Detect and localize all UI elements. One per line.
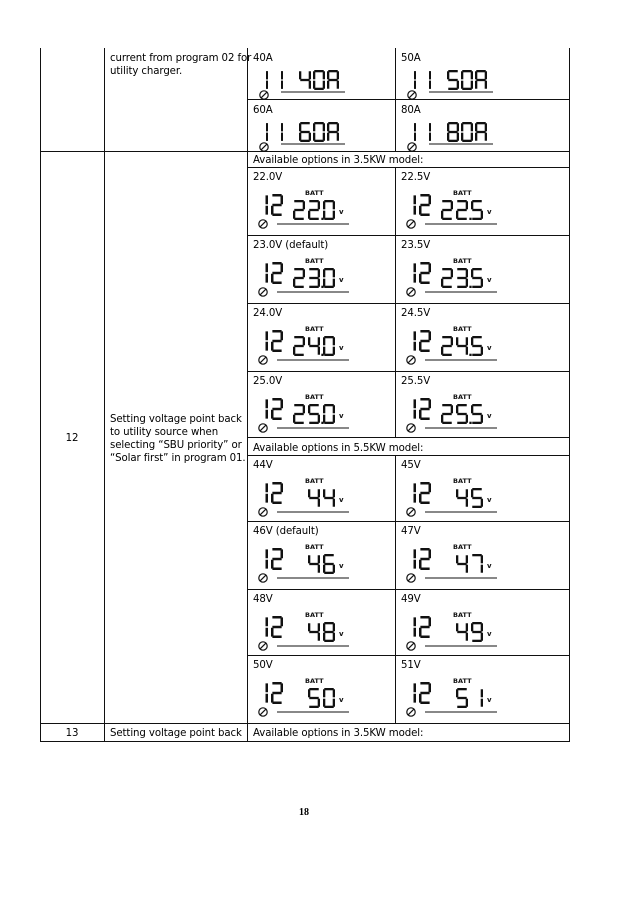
- lcd-display: [259, 257, 349, 296]
- lcd-display: [408, 70, 493, 99]
- row12-description-line4: “Solar first” in program 01.: [110, 453, 246, 464]
- row12-description-line1: Setting voltage point back: [110, 414, 242, 425]
- lcd-display: [407, 393, 497, 432]
- option-caption-51v: 51V: [401, 660, 421, 671]
- option-caption-49v: 49V: [401, 594, 421, 605]
- lcd-display: [259, 543, 349, 582]
- option-caption-23.0v: 23.0V (default): [253, 240, 329, 251]
- lcd-display: [259, 677, 349, 716]
- option-caption-44v: 44V: [253, 460, 273, 471]
- row12-number: 12: [65, 433, 79, 444]
- lcd-display: [407, 477, 497, 516]
- svg-text:BATT: BATT: [453, 677, 472, 685]
- svg-text:v: v: [487, 276, 492, 284]
- lcd-display: [259, 611, 349, 650]
- lcd-display: [259, 325, 349, 364]
- svg-text:v: v: [487, 696, 492, 704]
- row12-header-3.5kw: Available options in 3.5KW model:: [253, 155, 424, 166]
- svg-text:BATT: BATT: [305, 677, 324, 685]
- svg-text:v: v: [339, 208, 344, 216]
- row13-description: Setting voltage point back: [110, 728, 242, 739]
- option-caption-22.5v: 22.5V: [401, 172, 431, 183]
- lcd-display: [407, 611, 497, 650]
- svg-text:BATT: BATT: [305, 477, 324, 485]
- svg-text:v: v: [487, 208, 492, 216]
- option-caption-40a: 40A: [253, 53, 273, 64]
- svg-text:v: v: [487, 630, 492, 638]
- option-caption-47v: 47V: [401, 526, 421, 537]
- option-caption-25.5v: 25.5V: [401, 376, 431, 387]
- svg-text:v: v: [339, 412, 344, 420]
- option-caption-23.5v: 23.5V: [401, 240, 431, 251]
- svg-text:BATT: BATT: [453, 325, 472, 333]
- option-caption-45v: 45V: [401, 460, 421, 471]
- svg-text:BATT: BATT: [305, 393, 324, 401]
- row11-description-line1: current from program 02 for: [110, 53, 252, 64]
- row13-number: 13: [65, 728, 79, 739]
- svg-text:v: v: [339, 630, 344, 638]
- lcd-display: [260, 70, 345, 99]
- svg-text:v: v: [339, 276, 344, 284]
- lcd-display: [407, 325, 497, 364]
- lcd-display: [259, 189, 349, 228]
- row11-description-line2: utility charger.: [110, 66, 183, 77]
- page-number: 18: [299, 807, 309, 818]
- svg-text:BATT: BATT: [453, 189, 472, 197]
- svg-text:BATT: BATT: [453, 543, 472, 551]
- svg-text:BATT: BATT: [453, 611, 472, 619]
- option-caption-60a: 60A: [253, 105, 273, 116]
- svg-text:BATT: BATT: [305, 189, 324, 197]
- svg-text:BATT: BATT: [305, 257, 324, 265]
- lcd-display: [408, 122, 493, 151]
- lcd-display: [407, 257, 497, 296]
- option-caption-24.5v: 24.5V: [401, 308, 431, 319]
- lcd-display: [407, 677, 497, 716]
- option-caption-50v: 50V: [253, 660, 273, 671]
- svg-text:v: v: [339, 696, 344, 704]
- svg-text:v: v: [339, 344, 344, 352]
- lcd-display: [407, 543, 497, 582]
- option-caption-46v: 46V (default): [253, 526, 319, 537]
- svg-text:BATT: BATT: [453, 393, 472, 401]
- lcd-display: [259, 477, 349, 516]
- row12-header-5.5kw: Available options in 5.5KW model:: [253, 443, 424, 454]
- option-caption-24.0v: 24.0V: [253, 308, 283, 319]
- svg-text:v: v: [487, 562, 492, 570]
- option-caption-80a: 80A: [401, 105, 421, 116]
- row13-header-3.5kw: Available options in 3.5KW model:: [253, 728, 424, 739]
- option-caption-48v: 48V: [253, 594, 273, 605]
- option-caption-25.0v: 25.0V: [253, 376, 283, 387]
- svg-text:BATT: BATT: [453, 477, 472, 485]
- lcd-display: [407, 189, 497, 228]
- svg-text:v: v: [487, 344, 492, 352]
- option-caption-50a: 50A: [401, 53, 421, 64]
- option-caption-22.0v: 22.0V: [253, 172, 283, 183]
- lcd-display: [260, 122, 345, 151]
- lcd-display: [259, 393, 349, 432]
- svg-text:v: v: [339, 562, 344, 570]
- row12-description-line2: to utility source when: [110, 427, 219, 438]
- svg-text:v: v: [487, 412, 492, 420]
- svg-text:BATT: BATT: [305, 611, 324, 619]
- option-cells: [253, 53, 497, 716]
- row12-description-line3: selecting “SBU priority” or: [110, 440, 242, 451]
- svg-text:BATT: BATT: [453, 257, 472, 265]
- svg-text:v: v: [487, 496, 492, 504]
- svg-text:v: v: [339, 496, 344, 504]
- svg-text:BATT: BATT: [305, 325, 324, 333]
- svg-text:BATT: BATT: [305, 543, 324, 551]
